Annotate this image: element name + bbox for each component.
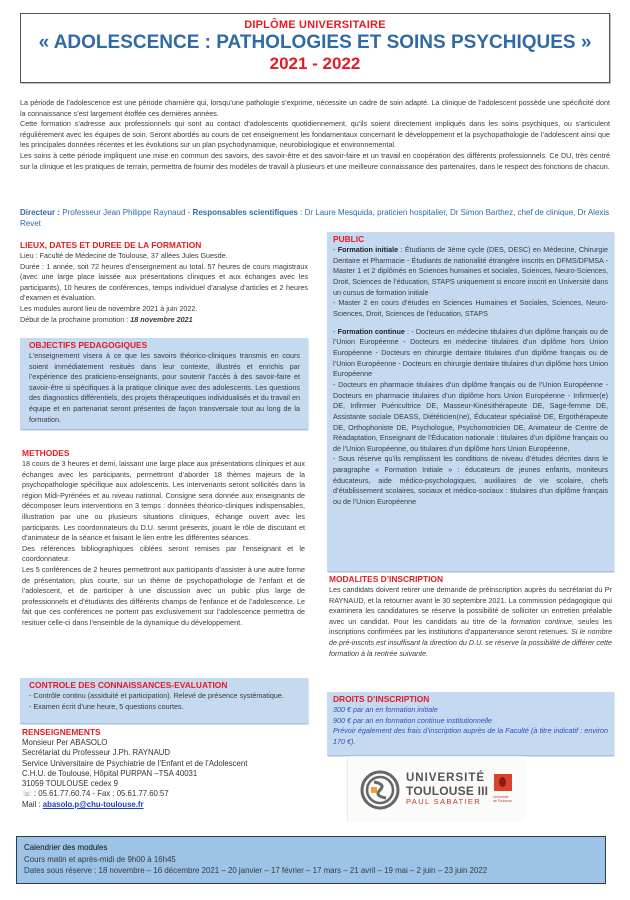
logo-line1: UNIVERSITÉ: [406, 772, 486, 785]
section-title: OBJECTIFS PEDAGOGIQUES: [29, 340, 148, 350]
calendar-dates: Dates sous réserve : 18 novembre – 16 décembre 2021 – 20 janvier – 17 février – 17 mars – 21 avril – 19 mai – 2 juin – 23 juin 2022: [24, 866, 488, 876]
mail-link[interactable]: abasolo.p@chu-toulouse.fr: [42, 799, 144, 809]
section-lieux: [20, 240, 308, 325]
logo-text: [406, 773, 488, 805]
diploma-year: 2021 - 2022: [269, 54, 361, 73]
contact-phone: [22, 789, 306, 799]
modalites-part: Les candidats doivent retirer une demande de préinscription auprès du secrétariat du Pr RAYNAUD, et la retourner avant le 30 septembre 2021. La commission pédagogique qui examinera les candidatures se réserve la possibilité de solliciter un entretien préalable avec un candidat. Pour les candidats au titre de la: [329, 585, 612, 626]
master2-text: - Master 2 en cours d’études en Sciences Humaines et Sociales, Sciences, Neuro-Sciences, Droit, Sciences de l’éducation, STAPS: [333, 298, 608, 318]
reserve-text: - Sous réserve qu’ils remplissent les conditions de niveau d’études décrites dans le paragraphe « Formation Initiale » : éducateurs de jeunes enfants, moniteurs éducateurs, aide médico-psychologiques, auxiliaires de vie scolaire, chefs d’établissement scolaires, sociaux et médico-sociaux : titulaires d’un diplôme français ou de l’Union Européenne: [333, 454, 608, 507]
formation-initiale-label: Formation initiale: [337, 245, 399, 254]
title-box: [20, 13, 610, 83]
controle-item: - Contrôle continu (assiduité et participation). Relevé de présence systématique.: [29, 691, 284, 700]
contact-city: 31059 TOULOUSE cedex 9: [22, 779, 118, 789]
section-title: METHODES: [22, 448, 70, 458]
contact-hospital: C.H.U. de Toulouse, Hôpital PURPAN –TSA 40031: [22, 768, 198, 778]
fee-continue: 900 € par an en formation continue institutionnelle: [333, 715, 493, 725]
formation-continue: [333, 327, 608, 380]
formation-initiale: [333, 245, 608, 298]
section-title: CONTROLE DES CONNAISSANCES-EVALUATION: [29, 680, 228, 690]
section-methodes: [20, 448, 308, 629]
controle-item: - Examen écrit d’une heure, 5 questions courtes.: [29, 701, 184, 711]
section-title: DROITS D’INSCRIPTION: [333, 694, 430, 704]
calendar-title: Calendrier des modules: [24, 843, 108, 852]
university-emblem-icon: [360, 770, 400, 810]
formation-continue-text: : - Docteurs en médecine titulaires d’un diplôme français ou de l’Union Européenne - Docteurs en médecine titulaires d’un diplôme hors Union Européenne - Docteurs en chirurgie dentaire titulaires d’un diplôme français ou de l’Union Européenne - Docteurs en chirurgie dentaire titulaires d’un diplôme hors Union Européenne: [333, 326, 608, 379]
fee-faculte: Prévoir également des frais d’inscription auprès de la Faculté (à titre indicatif : environ 170 €).: [333, 726, 608, 746]
methodes-paragraph: Les 5 conférences de 2 heures permettront aux participants d’assister à une autre forme de présentation, plus courte, sur un thème de psychopathologie de l’enfant et de l’adolescent, et de participer à une discussion avec un public plus large de professionnels et d’étudiants des différents champs de l’enfance et de l’adolescence. Le fait que ces conférences ne portent pas exclusivement sur l’adolescence permettra de resituer celle-ci dans l’ensemble de la dynamique du développement.: [22, 564, 305, 627]
section-title: MODALITES D’INSCRIPTION: [329, 574, 443, 584]
lieu-text: Lieu : Faculté de Médecine de Toulouse, 37 allées Jules Guesde.: [20, 251, 228, 260]
calendar-hours: Cours matin et après-midi de 9h00 à 16h45: [24, 854, 176, 864]
debut-text: [20, 315, 308, 326]
section-modalites: [327, 574, 614, 659]
phone-icon: ☏: [22, 789, 32, 799]
calendar-box: [16, 836, 606, 884]
diploma-supertitle: DIPLÔME UNIVERSITAIRE: [244, 19, 386, 31]
mail-label: Mail :: [22, 799, 43, 809]
modalites-part: , seules les inscriptions confirmées par les institutions d’appartenance seront retenues.: [329, 616, 612, 637]
contact-secretariat: Secrétariat du Professeur J.Ph. RAYNAUD: [22, 748, 171, 758]
formation-initiale-text: : Étudiants de 3ème cycle (DES, DESC) en Médecine, Chirurgie Dentaire et Pharmacie - Étudiants de nationalité étrangère inscrits en DFMS/DFMSA - Master 1 et 2 diplômés en Sciences humaines et sociales, Sciences, Neuro-Sciences, Droit, Sciences de l’éducation, STAPS uniquement si encore inscrit en Université dans un cursus de formation initiale: [333, 245, 608, 297]
methodes-paragraph: 18 cours de 3 heures et demi, laissant une large place aux présentations cliniques et aux échanges avec les participants, permettront d’aborder 18 thèmes majeurs de la psychopathologie spécifique aux adolescents. Les intervenants seront sollicités dans la région Midi-Pyrénées et au niveau national. Consigne sera donnée aux enseignants de décomposer leurs interventions en 3 temps : données théorico-cliniques indispensables, illustration par une ou plusieurs situations cliniques, échange ouvert avec les participants. Les coordonnateurs du D.U. seront présents, jouant le rôle de discutant et d’animateur de la séance et faisant le lien entre les différentes séances.: [22, 459, 305, 543]
director-name: Professeur Jean Philippe Raynaud -: [60, 208, 193, 217]
intro-paragraph: Cette formation s’adresse aux professionnels qui sont au contact d’adolescents quotidiennement, qu’ils soient directement impliqués dans les soins psychiques, ou s’articulent régulièrement avec les équipes de soin. Seront abordés au cours de cet enseignement les fondamentaux concernant le développement et la psychopathologie de l’adolescent ainsi que les principales données récentes et les évolutions sur un plan psychodynamique, neurobiologique et environnemental.: [20, 119, 610, 150]
section-renseignements: [20, 727, 308, 810]
fee-initiale: 300 € par an en formation initiale: [333, 705, 438, 714]
intro-paragraph: Les soins à cette période impliquent une mise en commun des savoirs, des savoir-être et des savoir-faire et un travail en coopération des différents professionnels. Ce DU, très centré sur la clinique et les pratiques de terrain, permettra de fournir des modèles de travail à plusieurs et une meilleure connaissance des partenaires, dans le respect des fonctions de chacun.: [20, 150, 610, 171]
section-droits: [327, 692, 614, 756]
section-public: [327, 232, 614, 572]
methodes-paragraph: Des références bibliographiques ciblées seront remises par l’enseignant et le coordonnateur.: [22, 543, 305, 564]
intro-paragraph: La période de l’adolescence est une période charnière qui, lorsqu’une pathologie s’exprime, nécessite un cadre de soin adapté. La clinique de l’adolescent possède une spécificité dont la connaissance s’est largement étoffée ces dernières années.: [20, 98, 610, 118]
formation-continue-label: Formation continue: [337, 326, 405, 336]
logo-line2: TOULOUSE III: [406, 783, 489, 798]
contact-mail: [22, 800, 306, 810]
bullet: -: [333, 326, 338, 336]
scientific-label: Responsables scientifiques: [192, 208, 298, 217]
modalites-italic: formation continue: [510, 616, 572, 626]
modalites-text: [329, 585, 612, 659]
duree-text: Durée : 1 année, soit 72 heures d’enseignement au total. 57 heures de cours magistraux (avec une large place laissée aux présentations cliniques et aux échanges avec les participants), 10 heures de conférences, temps individuel d’analyse d’articles et 2 heures d’examen et évaluation.: [20, 261, 308, 303]
crest-icon: [494, 774, 512, 791]
modules-text: Les modules auront lieu de novembre 2021 à juin 2022.: [20, 303, 198, 313]
section-title: RENSEIGNEMENTS: [22, 727, 101, 737]
logo-subtext: Université de Toulouse: [493, 795, 512, 803]
director-label: Directeur :: [20, 208, 61, 217]
bullet: -: [333, 245, 338, 254]
contact-service: Service Universitaire de Psychiatrie de l’Enfant et de l’Adolescent: [22, 758, 248, 768]
logo-line3: PAUL SABATIER: [406, 796, 481, 806]
section-objectifs: [20, 338, 308, 430]
intro-text: [20, 98, 610, 172]
section-controle: [20, 678, 308, 724]
diploma-title: « ADOLESCENCE : PATHOLOGIES ET SOINS PSYCHIQUES »: [38, 32, 592, 53]
phone-number: : 05.61.77.60.74 - Fax : 05.61.77.60.57: [31, 789, 169, 799]
scientific-names: : Dr Laure Mesquida, praticien hospitalier, Dr Simon Barthez, chef de clinique, Dr Alexis Revet: [20, 208, 610, 228]
section-title: PUBLIC: [333, 234, 365, 244]
university-logo: [347, 756, 525, 822]
pharma-text: - Docteurs en pharmacie titulaires d’un diplôme français ou de l’Union Européenne - Docteurs en pharmacie titulaires d’un diplôme hors Union Européenne - Infirmier(e) DE, Infirmier Puéricultrice DE, Masseur-Kinésithérapeute DE, Sage-femme DE, Assistante sociale DEASS, Diététicien(ne), Éducateur spécialisé DE, Ergothérapeute DE, Orthophoniste DE, Psychologue, Psychomotricien DE, Animateur de Centre de Réadaptation, Enseignant de l’Éducation nationale : titulaires d’un diplôme français ou de l’Union Européenne, ou titulaires d’un diplôme hors Union Européenne,: [333, 379, 608, 453]
objectifs-text: L’enseignement visera à ce que les savoirs théorico-cliniques transmis en cours soient immédiatement resitués dans leur contexte, illustrés et enrichis par l’expérience des praticiens-enseignants, pour soutenir l’accès à des savoir-faire et savoir-être si spécifiques à la pratique clinique avec des adolescents. Les questions des diagnostics différentiels, des projets thérapeutiques individualisés et du travail en équipe et en partenariat seront présentes de façon transversale tout au long de la formation.: [29, 351, 300, 424]
debut-label: Début de la prochaine promotion :: [20, 314, 131, 324]
section-title: LIEUX, DATES ET DUREE DE LA FORMATION: [20, 240, 202, 250]
direction-line: [20, 208, 610, 229]
debut-date: 18 novembre 2021: [130, 314, 193, 324]
modalites-italic: Si le nombre de pré-inscrits est insuffisant la direction du D.U. se réserve la possibilité de différer cette formation à la rentrée suivante.: [329, 627, 612, 658]
contact-name: Monsieur Per ABASOLO: [22, 738, 108, 747]
